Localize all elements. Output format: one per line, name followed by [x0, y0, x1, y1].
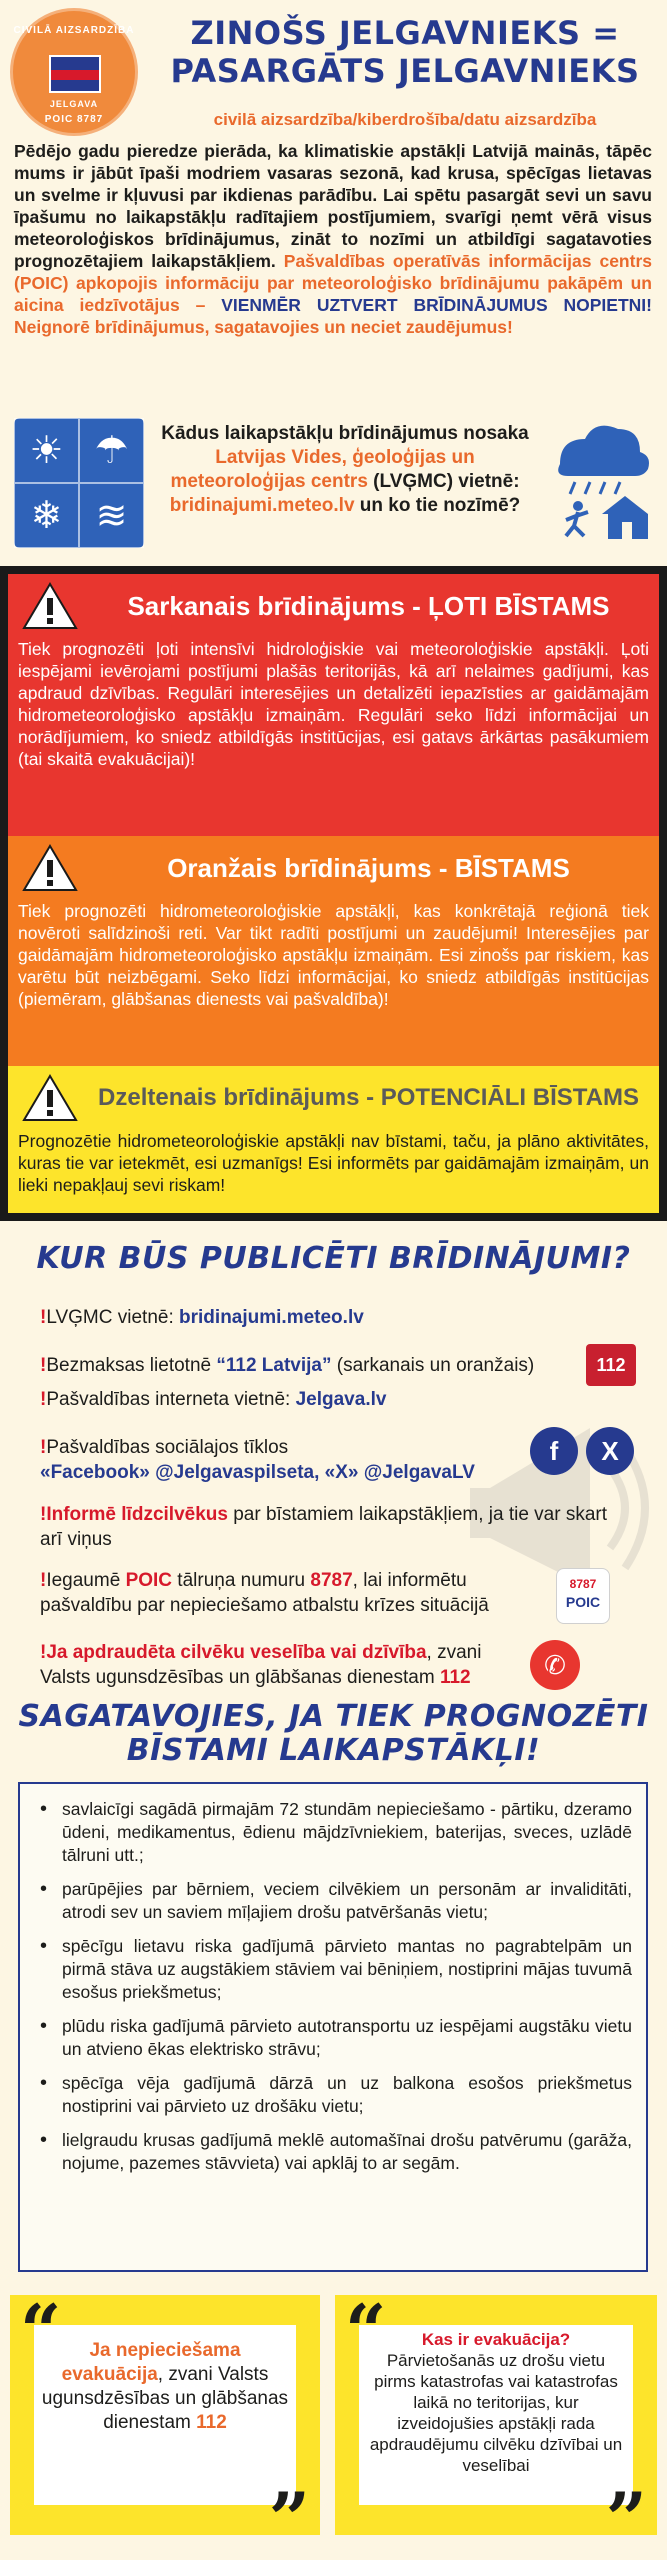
- publish-item-website: !Pašvaldības interneta vietnē: Jelgava.lv: [40, 1389, 387, 1410]
- title-line-1: ZINOŠS JELGAVNIEKS =: [190, 14, 620, 52]
- logo-text-bottom: POIC 8787: [44, 114, 104, 125]
- info-text: [160, 422, 530, 518]
- alert-red-title: Sarkanais brīdinājums - ĻOTI BĪSTAMS: [127, 590, 610, 621]
- page-title: [150, 14, 660, 90]
- publish-item-emergency: !Ja apdraudēta cilvēku veselība vai dzīvība, zvani Valsts ugunsdzēsības un glābšanas dienestam 112: [40, 1642, 482, 1688]
- logo-text-city: JELGAVA: [49, 99, 99, 109]
- alert-orange-title: Oranžais brīdinājums - BĪSTAMS: [167, 852, 570, 883]
- rain-icon: ☂: [79, 418, 144, 483]
- app-112-name: “112 Latvija”: [216, 1355, 332, 1376]
- storm-house-icon: [540, 414, 655, 544]
- info-text-1: Kādus laikapstākļu brīdinājumus nosaka: [161, 423, 529, 444]
- intro-part-3: VIENMĒR UZTVERT BRĪDINĀJUMUS NOPIETNI!: [205, 295, 652, 315]
- social-icons: [530, 1427, 634, 1475]
- meteo-link[interactable]: bridinajumi.meteo.lv: [169, 495, 355, 516]
- list-item: • plūdu riska gadījumā pārvieto autotransportu uz iespējami augstāku vietu un atvieno ēkas elektrisko strāvu;: [34, 2015, 632, 2061]
- header: [0, 0, 667, 140]
- quote-open-icon: “: [20, 2288, 62, 2373]
- logo-text-top: CIVILĀ AIZSARDZĪBA: [13, 25, 135, 36]
- quote-close-icon: ”: [268, 2476, 310, 2560]
- info-text-lvgmc: Latvijas Vides, ģeoloģijas un meteoroloģijas centrs: [170, 447, 475, 492]
- list-item: • lielgraudu krusas gadījumā meklē automašīnai drošu patvērumu (garāža, nojume, pazemes stāvvieta) vai apklāj to ar segām.: [34, 2129, 632, 2175]
- prepare-title: SAGATAVOJIES, JA TIEK PROGNOZĒTI BĪSTAMI LAIKAPSTĀKĻI!: [18, 1699, 649, 1768]
- quote-2-text: Kas ir evakuācija? Pārvietošanās uz drošu vietu pirms katastrofas vai katastrofas laikā no teritorijas, kur izveidojušies apstākļi rada apdraudējumu cilvēku dzīvībai un veselībai: [369, 2330, 623, 2475]
- info-text-3: (LVĢMC) vietnē:: [367, 471, 520, 492]
- civil-defence-logo: [10, 8, 138, 136]
- list-item: • spēcīga vēja gadījumā dārzā un uz balkona esošos priekšmetus nostiprini vai pārvieto uz drošāku vietu;: [34, 2072, 632, 2118]
- quote-open-icon: “: [345, 2288, 387, 2373]
- sun-icon: ☀: [14, 418, 79, 483]
- quote-1-text: Ja nepieciešama evakuācija, zvani Valsts ugunsdzēsības un glābšanas dienestam 112: [41, 2340, 289, 2433]
- publish-item-poic: !Iegaumē POIC tālruņa numuru 8787, lai informētu pašvaldību par nepieciešamo atbalstu krīzes situācijā: [40, 1570, 489, 1616]
- lvgmc-link[interactable]: bridinajumi.meteo.lv: [179, 1307, 364, 1328]
- social-handles[interactable]: «Facebook» @Jelgavaspilseta, «X» @JelgavaLV: [40, 1462, 475, 1483]
- intro-paragraph: [14, 140, 652, 338]
- wind-icon: ≋: [79, 483, 144, 548]
- warning-icon: [22, 843, 78, 893]
- info-text-5: un ko tie nozīmē?: [354, 495, 521, 516]
- alert-red-text: Tiek prognozēti ļoti intensīvi hidroloģiskie vai meteoroloģiskie apstākļi. Ļoti iespējami ievērojami postījumi plašās teritorijās, kā arī nelaimes gadījumi, kas apdraud dzīvības. Regulāri interesējies un detalizēti iepazīsties ar gaidāmajām hidrometeoroloģisko apstākļu izmaiņām. Regulāri seko līdzi informācijai un norādījumiem, ko sniedz atbildīgās institūcijas, esi gatavs ārkārtas pasākumiem (tai skaitā evakuācijai)!: [18, 639, 649, 769]
- warning-icon: [22, 1073, 78, 1123]
- alert-yellow-title: Dzeltenais brīdinājums - POTENCIĀLI BĪSTAMS: [98, 1084, 639, 1111]
- x-icon[interactable]: X: [586, 1427, 634, 1475]
- intro-part-1: Pēdējo gadu pieredze pierāda, ka klimatiskie apstākļi Latvijā mainās, tāpēc mums ir jābūt īpaši modriem vasaras sezonā, kad krusa, spēcīgas lietavas un svelme ir kļuvusi par ikdienas parādību. Lai spētu pasargāt sevi un savu īpašumu no laikapstākļu radītajiem postījumiem, svarīgi ņemt vērā visus meteoroloģiskos brīdinājumus, zināt to nozīmi un atbildīgi sagatavoties prognozētajiem laikapstākļiem.: [14, 141, 652, 271]
- publish-item-lvgmc: !LVĢMC vietnē: bridinajumi.meteo.lv: [40, 1307, 364, 1328]
- warning-icon: [22, 581, 78, 631]
- subtitle: civilā aizsardzība/kiberdrošība/datu aizsardzība: [213, 110, 597, 129]
- intro-part-4: Neignorē brīdinājumus, sagatavojies un neciet zaudējumus!: [14, 317, 513, 337]
- facebook-icon[interactable]: f: [530, 1427, 578, 1475]
- snowflake-icon: ❄: [14, 483, 79, 548]
- publish-item-app: !Bezmaksas lietotnē “112 Latvija” (sarkanais un oranžais): [40, 1355, 535, 1376]
- alert-levels: [0, 566, 667, 1221]
- prepare-checklist: [18, 1782, 648, 2272]
- phone-icon: ✆: [530, 1640, 580, 1690]
- alert-red: [8, 574, 659, 836]
- quote-what-is-evacuation: [335, 2288, 657, 2560]
- publish-title: KUR BŪS PUBLICĒTI BRĪDINĀJUMI?: [36, 1241, 631, 1276]
- weather-icons-grid: [14, 418, 144, 548]
- publish-item-social: !Pašvaldības sociālajos tīklos «Facebook» @Jelgavaspilseta, «X» @JelgavaLV: [40, 1437, 475, 1483]
- alert-yellow-text: Prognozētie hidrometeoroloģiskie apstākļi nav bīstami, taču, ja plāno aktivitātes, kuras tie var ietekmēt, esi uzmanīgs! Esi informēts par gaidāmajām izmaiņām, un lieki nepakļauj sevi riskam!: [18, 1131, 649, 1195]
- alert-orange-text: Tiek prognozēti hidrometeoroloģiskie apstākļi, kas konkrētajā reģionā tiek novēroti salīdzinoši reti. Var tikt radīti postījumi un zaudējumi! Interesējies par gaidāmajām hidrometeoroloģisko apstākļu izmaiņām. Esi zinošs par riskiem, kas varētu būt neizbēgami. Seko līdzi informācijai, ko sniedz atbildīgās institūcijas (piemēram, glābšanas dienests vai pašvaldība)!: [18, 901, 649, 1009]
- jelgava-flag-icon: [49, 55, 101, 93]
- info-section: [0, 408, 667, 558]
- poic-phone-badge: 8787 POIC: [556, 1568, 610, 1624]
- intro-part-2: Pašvaldības operatīvās informācijas centrs (POIC) apkopojis informāciju par meteoroloģisko brīdinājumu pakāpēm un aicina iedzīvotājus –: [14, 251, 652, 315]
- list-item: • savlaicīgi sagādā pirmajām 72 stundām nepieciešamo - pārtiku, dzeramo ūdeni, medikamentus, ēdienu mājdzīvniekiem, baterijas, sveces, uzlādē tālruni utt.;: [34, 1798, 632, 1867]
- app-112-badge: 112: [586, 1344, 636, 1386]
- list-item: • spēcīgu lietavu riska gadījumā pārvieto mantas no pagrabtelpām un pirmā stāva uz augstākiem stāviem vai bēniņiem, nostiprini mājas tuvumā esošus priekšmetus;: [34, 1935, 632, 2004]
- title-line-2: PASARGĀTS JELGAVNIEKS: [170, 52, 640, 90]
- publish-item-inform: !Informē līdzcilvēkus par bīstamiem laikapstākļiem, ja tie var skart arī viņus: [40, 1504, 608, 1550]
- quote-evacuation-call: [10, 2288, 320, 2560]
- quote-close-icon: ”: [605, 2476, 647, 2560]
- alert-yellow: [8, 1066, 659, 1213]
- alert-orange: [8, 836, 659, 1066]
- jelgava-link[interactable]: Jelgava.lv: [295, 1389, 387, 1410]
- list-item: • parūpējies par bērniem, veciem cilvēkiem un personām ar invaliditāti, atrodi sev un saviem mīļajiem drošu patvēršanās vietu;: [34, 1878, 632, 1924]
